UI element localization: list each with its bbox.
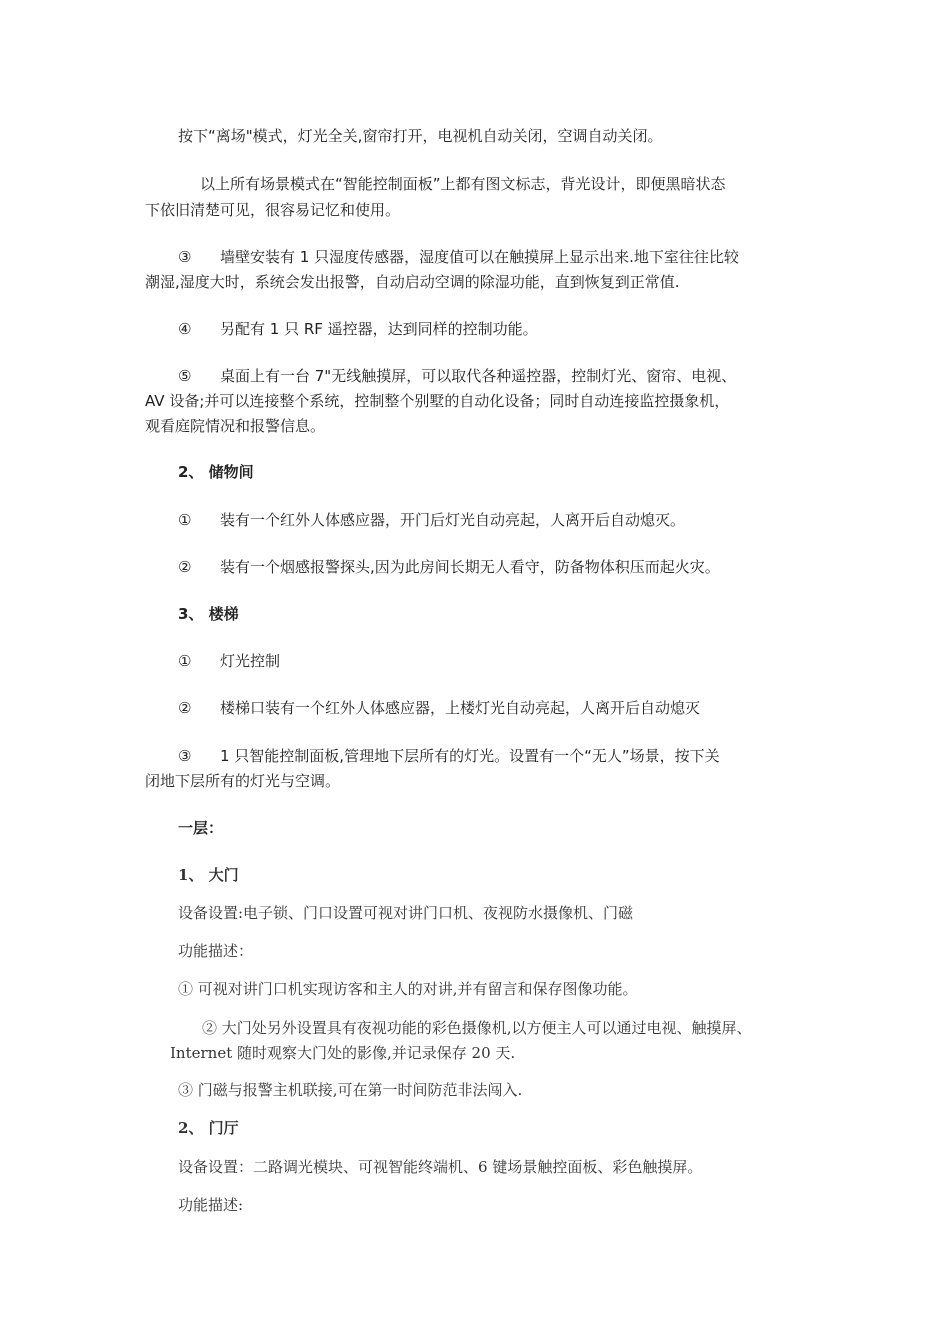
- stairs-item-1: 灯光控制: [220, 652, 281, 670]
- gate-function-2-line-1: ② 大门处另外设置具有夜视功能的彩色摄像机,以方便主人可以通过电视、触摸屏、: [202, 1019, 752, 1037]
- stairs-item-3-line-1: 1 只智能控制面板,管理地下层所有的灯光。设置有一个“无人”场景，按下关: [220, 747, 720, 765]
- item-number: ⑤: [178, 367, 192, 385]
- touchscreen-line-1: 桌面上有一台 7"无线触摸屏，可以取代各种遥控器，控制灯光、窗帘、电视、: [220, 367, 737, 385]
- gate-function-1: ① 可视对讲门口机实现访客和主人的对讲,并有留言和保存图像功能。: [178, 980, 638, 998]
- hall-heading: 2、 门厅: [178, 1119, 239, 1137]
- item-number: ③: [178, 248, 192, 266]
- item-number: ②: [178, 699, 192, 717]
- paragraph-leave-mode: 按下“离场"模式，灯光全关,窗帘打开，电视机自动关闭，空调自动关闭。: [178, 127, 663, 145]
- touchscreen-line-2: AV 设备;并可以连接整个系统，控制整个别墅的自动化设备；同时自动连接监控摄象机，: [145, 392, 730, 410]
- gate-function-label: 功能描述：: [178, 942, 254, 960]
- gate-devices: 设备设置:电子锁、门口设置可视对讲门口机、夜视防水摄像机、门磁: [178, 904, 634, 922]
- storage-heading: 2、 储物间: [178, 463, 254, 481]
- stairs-item-3-line-2: 闭地下层所有的灯光与空调。: [145, 772, 341, 790]
- item-number: ②: [178, 558, 192, 576]
- gate-function-3: ③ 门磁与报警主机联接,可在第一时间防范非法闯入.: [178, 1081, 523, 1099]
- paragraph-scene-line-2: 下依旧清楚可见，很容易记忆和使用。: [145, 201, 401, 219]
- touchscreen-line-3: 观看庭院情况和报警信息。: [145, 417, 326, 435]
- humidity-sensor-line-2: 潮湿,湿度大时，系统会发出报警，自动启动空调的除湿功能，直到恢复到正常值.: [145, 273, 680, 291]
- gate-heading: 1、 大门: [178, 866, 239, 884]
- rf-remote-line: 另配有 1 只 RF 遥控器，达到同样的控制功能。: [220, 320, 538, 338]
- item-number: ④: [178, 320, 192, 338]
- storage-item-2: 装有一个烟感报警探头,因为此房间长期无人看守，防备物体积压而起火灾。: [220, 558, 720, 576]
- gate-function-2-line-2: Internet 随时观察大门处的影像,并记录保存 20 天.: [170, 1044, 516, 1062]
- item-number: ①: [178, 652, 192, 670]
- paragraph-scene-line-1: 以上所有场景模式在“智能控制面板”上都有图文标志，背光设计，即便黑暗状态: [200, 175, 726, 193]
- stairs-heading: 3、 楼梯: [178, 605, 239, 623]
- storage-item-1: 装有一个红外人体感应器，开门后灯光自动亮起，人离开后自动熄灭。: [220, 511, 686, 529]
- stairs-item-2: 楼梯口装有一个红外人体感应器，上楼灯光自动亮起，人离开后自动熄灭: [220, 699, 701, 717]
- humidity-sensor-line-1: 墙壁安装有 1 只湿度传感器，湿度值可以在触摸屏上显示出来.地下室往往比较: [220, 248, 739, 266]
- hall-devices: 设备设置：二路调光模块、可视智能终端机、6 键场景触控面板、彩色触摸屏。: [178, 1158, 703, 1176]
- hall-function-label: 功能描述:: [178, 1196, 244, 1214]
- floor-1-heading: 一层：: [178, 819, 224, 837]
- item-number: ①: [178, 511, 192, 529]
- item-number: ③: [178, 747, 192, 765]
